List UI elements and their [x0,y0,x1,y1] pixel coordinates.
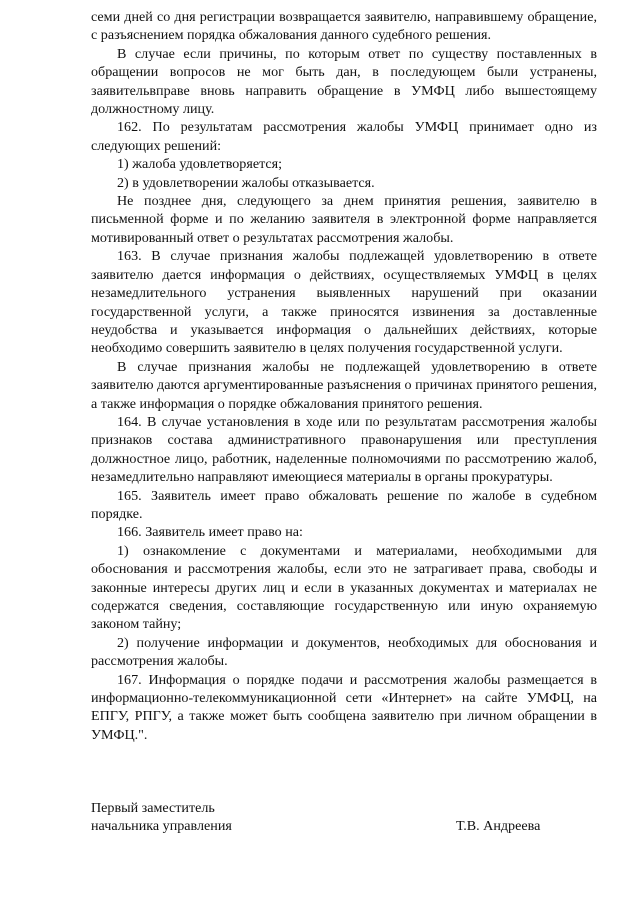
signature-block [91,799,571,836]
paragraph-162: 162. По результатам рассмотрения жалобы УМФЦ принимает одно из следующих решений: [91,119,597,154]
document-body [91,8,597,744]
paragraph-response-deadline: Не позднее дня, следующего за днем принятия решения, заявителю в письменной форме и по желанию заявителя в электронной форме направляется мотивированный ответ о результатах рассмотрения жалобы. [91,193,597,246]
signer-position-line-2: начальника управления [91,818,232,835]
signer-position-line-1: Первый заместитель [91,800,215,816]
paragraph-decision-1: 1) жалоба удовлетворяется; [117,156,283,173]
signature-line-1 [91,799,571,817]
signer-name: Т.В. Андреева [456,818,541,835]
signature-line-2 [91,817,571,835]
paragraph-appeal-return: семи дней со дня регистрации возвращается заявителю, направившему обращение, с разъяснением порядка обжалования данного судебного решения. [91,9,597,44]
paragraph-167: 167. Информация о порядке подачи и рассмотрения жалобы размещается в информационно-телекоммуникационной сети «Интернет» на сайте УМФЦ, на ЕПГУ, РПГУ, а также может быть сообщена заявителю при личном обращении в УМФЦ.". [91,671,597,743]
paragraph-rejection-info: В случае признания жалобы не подлежащей удовлетворению в ответе заявителю даются аргументированные разъяснения о причинах принятого решения, а также информация о порядке обжалования принятого решения. [91,358,597,412]
paragraph-165: 165. Заявитель имеет право обжаловать решение по жалобе в судебном порядке. [91,487,597,522]
paragraph-right-2: 2) получение информации и документов, необходимых для обоснования и рассмотрения жалобы. [91,634,597,670]
paragraph-right-1: 1) ознакомление с документами и материалами, необходимыми для обоснования и рассмотрения жалобы, если это не затрагивает права, свободы и законные интересы других лиц и если в указанных документах и материалах не содержатся сведения, составляющие государственную или иную охраняемую законом тайну; [91,542,597,633]
paragraph-decision-2: 2) в удовлетворении жалобы отказывается. [117,174,375,191]
paragraph-repeat-appeal: В случае если причины, по которым ответ по существу поставленных в обращении вопросов не мог быть дан, в последующем были устранены, заявительвправе вновь направить обращение в УМФЦ либо вышестоящему должностному лицу. [91,45,597,118]
paragraph-164: 164. В случае установления в ходе или по результатам рассмотрения жалобы признаков состава административного правонарушения или преступления должностное лицо, работник, наделенные полномочиями по рассмотрению жалоб, незамедлительно направляют имеющиеся материалы в органы прокуратуры. [91,413,597,486]
paragraph-166: 166. Заявитель имеет право на: [117,524,303,541]
paragraph-163: 163. В случае признания жалобы подлежащей удовлетворению в ответе заявителю дается информация о действиях, осуществляемых УМФЦ в целях незамедлительного устранения выявленных нарушений при оказании государственной услуги, а также приносятся извинения за доставленные неудобства и указывается информация о дальнейших действиях, которые необходимо совершить заявителю в целях получения государственной услуги. [91,248,597,357]
